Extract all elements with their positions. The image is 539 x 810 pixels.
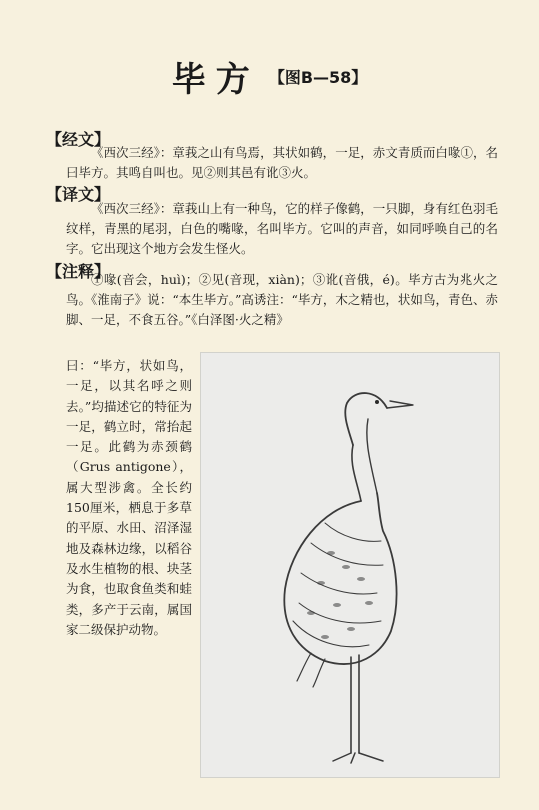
crane-illustration	[200, 352, 500, 778]
page-title: 毕方	[171, 60, 260, 100]
jingwen-header: 【经文】	[46, 130, 111, 149]
title-row	[0, 52, 539, 100]
zhushi-text: ①喙(音会，huì)；②见(音现，xiàn)；③讹(音俄，é)。毕方古为兆火之鸟。《淮南子》说：“本生毕方。”高诱注：“毕方，木之精也，状如鸟，青色、赤脚、一足，不食五谷。”《白泽图·火之精》	[66, 272, 498, 327]
yiwen-text: 《西次三经》：章莪山上有一种鸟，它的样子像鹤，一只脚，身有红色羽毛纹样，青黑的尾羽，白色的嘴喙，名叫毕方。它叫的声音，如同呼唤自己的名字。它出现这个地方会发生怪火。	[66, 201, 498, 256]
figure-reference: 【图B—58】	[268, 68, 368, 87]
yiwen-header: 【译文】	[46, 185, 111, 204]
jingwen-text: 《西次三经》：章莪之山有鸟焉，其状如鹤，一足，赤文青质而白喙①，名曰毕方。其鸣自叫也。见②则其邑有讹③火。	[66, 145, 498, 180]
zhushi-header: 【注释】	[46, 262, 111, 281]
zhushi-column-text: 曰：“毕方，状如鸟，一足，以其名呼之则去。”均描述它的特征为一足，鹤立时，常抬起一足。此鹤为赤颈鹤（Grus antigone），属大型涉禽。全长约150厘米，栖息于多草的平原、水田、沼泽湿地及森林边缘，以稻谷及水生植物的根、块茎为食，也取食鱼类和蛙类，多产于云南，属国家二级保护动物。	[66, 358, 192, 637]
